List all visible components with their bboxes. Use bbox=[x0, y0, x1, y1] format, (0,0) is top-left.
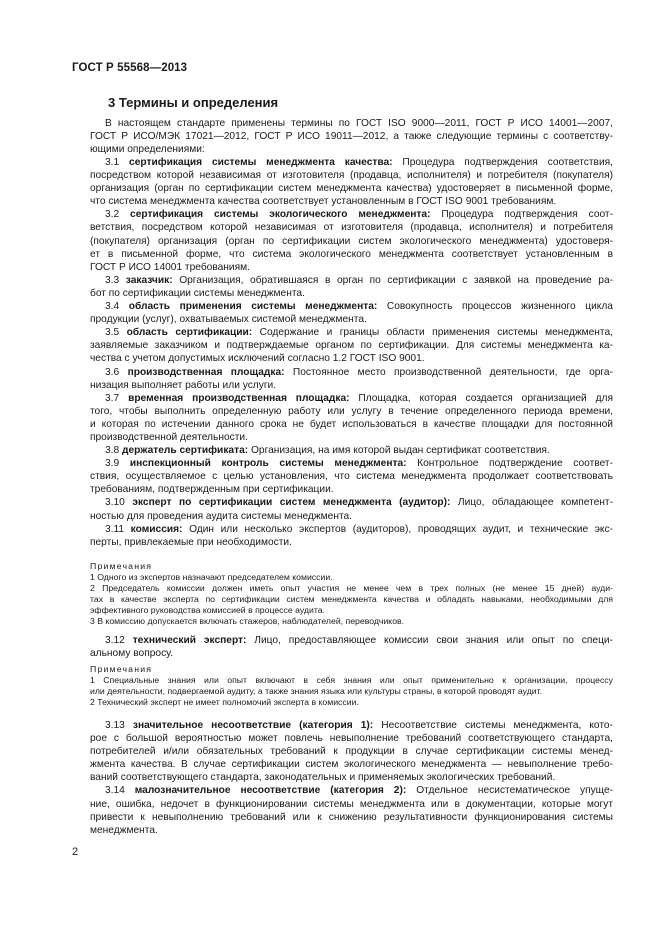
term-definition-line bbox=[90, 732, 613, 745]
term-definition-start: Отдельное несистематическое упуще- bbox=[416, 785, 614, 797]
note-line bbox=[90, 675, 613, 686]
term-number: 3.13 bbox=[105, 720, 125, 731]
note-text: тах в качестве эксперта по сертификации систем менеджмента качества и обладать навыками, необходимыми для bbox=[90, 594, 613, 604]
notes-block-2 bbox=[90, 664, 613, 708]
note-text: 3 В комиссию допускается включать стажеров, наблюдателей, переводчиков. bbox=[90, 616, 405, 626]
term-number: 3.10 bbox=[105, 497, 125, 509]
term-definition-line bbox=[90, 287, 613, 300]
note-line bbox=[90, 686, 613, 697]
term-number: 3.11 bbox=[105, 523, 125, 535]
term-definition-text: перты, привлекаемые при необходимости. bbox=[90, 536, 292, 548]
term-definition-line bbox=[90, 798, 613, 811]
term-name: область сертификации: bbox=[126, 327, 253, 339]
notes-title-text: Примечания bbox=[90, 664, 153, 674]
term-definition-line bbox=[90, 261, 613, 274]
term-first-line bbox=[90, 326, 613, 339]
term-definition-text: требованиям, подтвержденным при сертификации. bbox=[90, 484, 334, 496]
term-definition-text: производственной деятельности. bbox=[90, 431, 248, 443]
term-name: значительное несоответствие (категория 1): bbox=[132, 720, 374, 731]
note-text: 1 Специальные знания или опыт включают в себя знания или опыт применительно к организации, процессу bbox=[90, 675, 613, 685]
term-3-12 bbox=[90, 634, 613, 660]
term-definition-line bbox=[90, 405, 613, 418]
term-definition-text: жмента качества. В случае сертификации систем экологического менеджмента — невыполнение требо- bbox=[90, 759, 613, 771]
note-text: 1 Одного из экспертов назначают председателем комиссии. bbox=[90, 572, 333, 582]
term-name: сертификация системы менеджмента качества: bbox=[129, 157, 393, 168]
intro-paragraph bbox=[90, 117, 613, 156]
note-line bbox=[90, 616, 613, 627]
intro-line bbox=[90, 117, 613, 130]
note-text: 2 Председатель комиссии должен иметь опыт участия не менее чем в трех полных (не менее 15 дней) ауди- bbox=[90, 583, 613, 593]
term-definition-text: потребителей и/или обязательных требований к продукции в случае сертификации системы менед- bbox=[90, 746, 613, 758]
page-number: 2 bbox=[72, 846, 79, 858]
term-name: эксперт по сертификации систем менеджмента (аудитор): bbox=[132, 497, 451, 509]
term-definition-start: Процедура подтверждения соот- bbox=[441, 209, 613, 221]
term-definition-line bbox=[90, 824, 613, 837]
notes-block-1 bbox=[90, 561, 613, 627]
term-definition-text: организация (орган по сертификации систем менеджмента качества) удостоверяет в письменной форме, bbox=[90, 183, 613, 195]
term-definition-text: продукции (услуг), охватываемых системой менеджмента. bbox=[90, 314, 367, 326]
term-definition-start: Совокупность процессов жизненного цикла bbox=[386, 301, 613, 313]
term-first-line bbox=[90, 208, 613, 221]
term-definition-text: ветствия, посредством которой независимая от изготовителя (продавца, исполнителя) и потребителя bbox=[90, 222, 613, 234]
term-definition-line bbox=[90, 379, 613, 392]
notes-title bbox=[90, 664, 613, 675]
note-line bbox=[90, 605, 613, 616]
intro-line bbox=[90, 130, 613, 143]
term-first-line bbox=[90, 300, 613, 313]
term-first-line bbox=[90, 392, 613, 405]
term-number: 3.6 bbox=[105, 366, 120, 378]
term-definition-text: заявляемые заказчиком и подтверждаемые органом по сертификации. Для системы менеджмента ка- bbox=[90, 340, 613, 352]
term-number: 3.2 bbox=[105, 209, 120, 221]
term-definition-line bbox=[90, 483, 613, 496]
term-first-line bbox=[90, 366, 613, 379]
term-definition-line bbox=[90, 431, 613, 444]
term-definition-line bbox=[90, 221, 613, 234]
term-definition-text: привести к невыполнению требований или к снижению результативности функционирования системы bbox=[90, 811, 613, 823]
term-definition-line bbox=[90, 647, 613, 660]
note-text: 2 Технический эксперт не имеет полномочий эксперта в комиссии. bbox=[90, 697, 359, 707]
document-header: ГОСТ Р 55568—2013 bbox=[72, 62, 188, 74]
term-definition-text: посредством которой независимая от изготовителя (продавца, исполнителя) и потребителя (покупателя) bbox=[90, 170, 613, 182]
term-definition-text: ствия, осуществляемое с целью установления, что система менеджмента продолжает соответствовать bbox=[90, 471, 613, 483]
term-definition-start: Организация, обратившаяся в орган по сертификации с заявкой на проведение ра- bbox=[179, 274, 613, 286]
term-definition-start: Лицо, предоставляющее комиссии свои знания или опыт по специ- bbox=[254, 635, 613, 646]
term-definition-line bbox=[90, 235, 613, 248]
term-definition-start: Лицо, обладающее компетент- bbox=[457, 497, 613, 509]
notes-title-text: Примечания bbox=[90, 561, 153, 571]
term-first-line bbox=[90, 719, 613, 732]
term-name: комиссия: bbox=[130, 523, 183, 535]
term-first-line bbox=[90, 457, 613, 470]
term-number: 3.5 bbox=[105, 327, 120, 339]
term-name: заказчик: bbox=[125, 274, 173, 286]
term-first-line bbox=[90, 523, 613, 536]
term-name: инспекционный контроль системы менеджмента: bbox=[129, 458, 407, 470]
term-number: 3.4 bbox=[105, 301, 120, 313]
note-text: эффективного руководства комиссией в процессе аудита. bbox=[90, 605, 325, 615]
term-definition-text: ет в письменной форме, что система экологического менеджмента соответствует установленным в bbox=[90, 248, 613, 260]
term-definition-text: чества с учетом допустимых исключений согласно 1.2 ГОСТ ISO 9001. bbox=[90, 353, 425, 365]
term-definition-text: ностью для проведения аудита системы менеджмента. bbox=[90, 510, 353, 522]
term-definition-text: менеджмента. bbox=[90, 824, 158, 836]
term-definition-line bbox=[90, 195, 613, 208]
term-definition-line bbox=[90, 418, 613, 431]
term-definition-start: Процедура подтверждения соответствия, bbox=[402, 157, 613, 168]
term-definition-start: Постоянное место производственной деятельности, где орга- bbox=[292, 366, 613, 378]
term-definition-start: Один или несколько экспертов (аудиторов), проводящих аудит, и технические экс- bbox=[189, 523, 613, 535]
term-definition-line bbox=[90, 169, 613, 182]
term-definition-line bbox=[90, 352, 613, 365]
notes-title bbox=[90, 561, 613, 572]
terms-block-2 bbox=[90, 719, 613, 837]
term-definition-text: ГОСТ Р ИСО 14001 требованиям. bbox=[90, 261, 250, 273]
term-definition-text: низация выполняет работы или услуги. bbox=[90, 379, 277, 391]
term-number: 3.3 bbox=[105, 274, 120, 286]
note-text: или деятельности, подвергаемой аудиту, а также знания языка или культуры страны, в которой проводят аудит. bbox=[90, 686, 543, 696]
term-definition-line bbox=[90, 313, 613, 326]
term-name: технический эксперт: bbox=[132, 635, 247, 646]
term-number: 3.14 bbox=[105, 785, 125, 797]
term-definition-text: что система менеджмента качества соответствует установленным в ГОСТ ISO 9001 требованиям. bbox=[90, 196, 557, 208]
term-first-line bbox=[90, 274, 613, 287]
term-number: 3.8 bbox=[105, 445, 120, 457]
term-first-line bbox=[90, 496, 613, 509]
term-number: 3.12 bbox=[105, 635, 125, 646]
term-definition-start: Площадка, которая создается организацией для bbox=[358, 392, 613, 404]
term-definition-line bbox=[90, 339, 613, 352]
term-definition-text: ваний соответствующего стандарта, законодательных и применяемых экологических требований. bbox=[90, 772, 556, 784]
term-number: 3.7 bbox=[105, 392, 120, 404]
term-first-line bbox=[90, 784, 613, 797]
term-definition-text: того, чтобы выполнить определенную работу или услугу в течение определенного периода времени, bbox=[90, 405, 613, 417]
term-definition-start: Несоответствие системы менеджмента, кото- bbox=[381, 720, 613, 731]
intro-line-text: ГОСТ Р ИСО/МЭК 17021—2012, ГОСТ Р ИСО 19011—2012, а также следующие термины с соответству- bbox=[90, 131, 613, 143]
term-name: временная производственная площадка: bbox=[128, 392, 350, 404]
intro-line-text: ющими определениями: bbox=[90, 144, 205, 156]
intro-line bbox=[90, 143, 613, 156]
term-name: производственная площадка: bbox=[127, 366, 285, 378]
term-number: 3.9 bbox=[105, 458, 120, 470]
term-definition-text: ние, ошибка, недочет в функционировании системы менеджмента или в документации, которые могут bbox=[90, 798, 613, 810]
term-first-line bbox=[90, 156, 613, 169]
term-name: область применения системы менеджмента: bbox=[128, 301, 378, 313]
term-definition-line bbox=[90, 470, 613, 483]
term-definition-text: бот по сертификации системы менеджмента. bbox=[90, 287, 305, 299]
term-first-line bbox=[90, 444, 613, 457]
term-definition-text: (покупателя) организация (орган по сертификации систем экологического менеджмента) удостоверя- bbox=[90, 235, 613, 247]
note-line bbox=[90, 594, 613, 605]
term-definition-line bbox=[90, 510, 613, 523]
term-definition-text: альному вопросу. bbox=[90, 648, 174, 660]
terms-block-1 bbox=[90, 156, 613, 549]
term-definition-line bbox=[90, 758, 613, 771]
term-definition-start: Содержание и границы области применения системы менеджмента, bbox=[259, 327, 613, 339]
term-definition-line bbox=[90, 811, 613, 824]
term-definition-text: рое с большой вероятностью может повлечь невыполнение требований соответствующего стандарта, bbox=[90, 733, 613, 745]
term-definition-start: Организация, на имя которой выдан сертификат соответствия. bbox=[250, 445, 550, 457]
note-line bbox=[90, 583, 613, 594]
section-title: 3 Термины и определения bbox=[108, 95, 279, 110]
term-first-line bbox=[90, 634, 613, 647]
term-definition-start: Контрольное подтверждение соответ- bbox=[417, 458, 613, 470]
term-definition-line bbox=[90, 771, 613, 784]
term-definition-text: и которая по истечении данного срока не будет использоваться в качестве площадки для постоянной bbox=[90, 418, 613, 430]
term-definition-line bbox=[90, 248, 613, 261]
note-line bbox=[90, 572, 613, 583]
term-definition-line bbox=[90, 745, 613, 758]
term-name: держатель сертификата: bbox=[122, 445, 249, 457]
term-name: малозначительное несоответствие (категория 2): bbox=[134, 785, 407, 797]
term-number: 3.1 bbox=[105, 157, 120, 168]
term-name: сертификация системы экологического менеджмента: bbox=[130, 209, 431, 221]
intro-line-text: В настоящем стандарте применены термины по ГОСТ ISO 9000—2011, ГОСТ Р ИСО 14001—2007, bbox=[105, 118, 613, 129]
term-definition-line bbox=[90, 536, 613, 549]
term-definition-line bbox=[90, 182, 613, 195]
note-line bbox=[90, 697, 613, 708]
